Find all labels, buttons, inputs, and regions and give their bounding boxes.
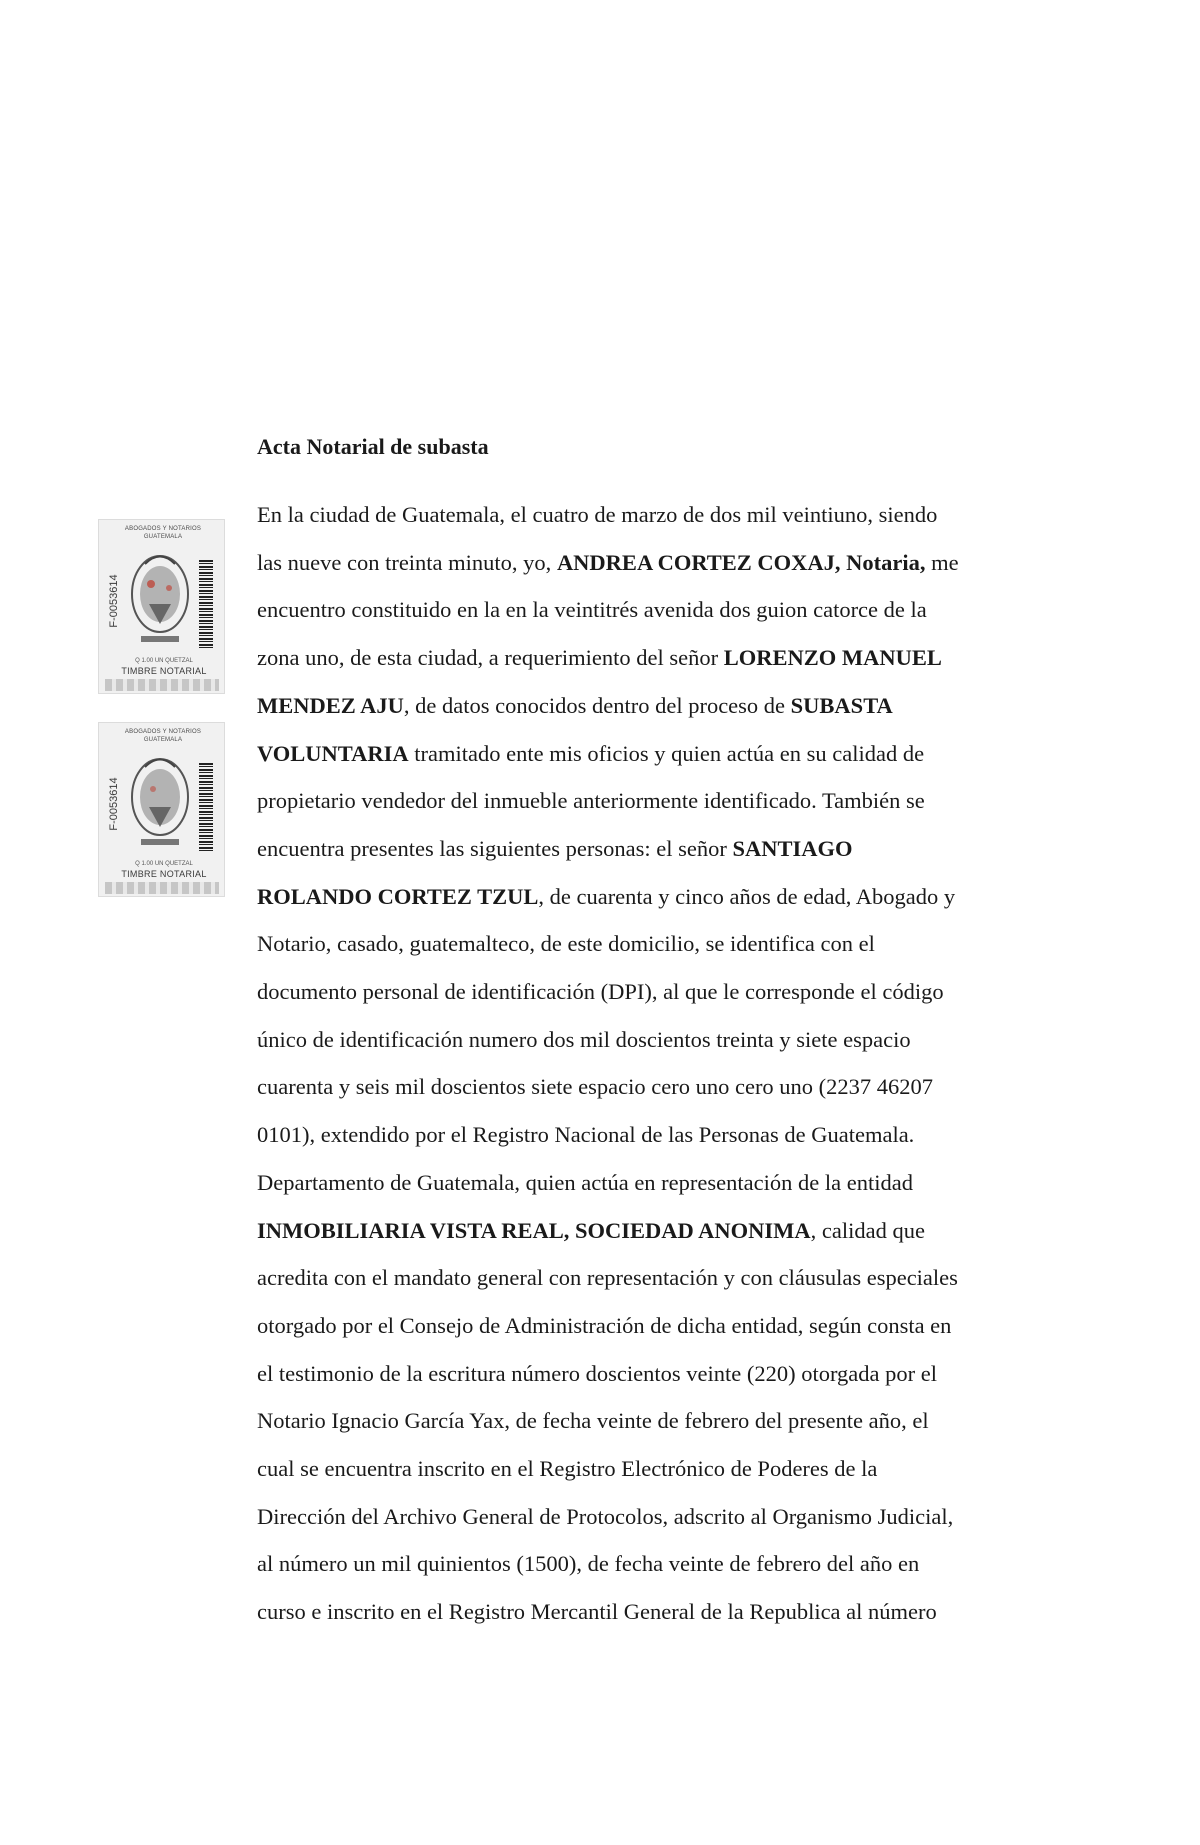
text-line	[257, 682, 1137, 730]
text-run: 0101), extendido por el Registro Nacional de las Personas de Guatemala.	[257, 1122, 915, 1148]
bold-text-run: ROLANDO CORTEZ TZUL	[257, 883, 539, 909]
stamp-label: TIMBRE NOTARIAL	[121, 666, 207, 676]
text-run: acredita con el mandato general con representación y con cláusulas especiales	[257, 1265, 958, 1291]
text-run: cuarenta y seis mil doscientos siete espacio cero uno cero uno (2237 46207	[257, 1074, 934, 1100]
stamp-header	[113, 525, 213, 541]
text-line	[257, 1111, 1137, 1159]
text-line	[257, 1493, 1137, 1541]
bold-text-run: SUBASTA	[790, 692, 893, 718]
text-line	[257, 1445, 1137, 1493]
bold-text-run: ANDREA CORTEZ COXAJ, Notaria,	[556, 549, 926, 575]
text-run: curso e inscrito en el Registro Mercantil General de la Republica al número	[257, 1599, 937, 1625]
stamp-price: Q 1.00 UN QUETZAL	[135, 658, 193, 664]
text-run: propietario vendedor del inmueble anteriormente identificado. También se	[257, 788, 925, 814]
text-run: Dirección del Archivo General de Protocolos, adscrito al Organismo Judicial,	[257, 1503, 954, 1529]
barcode	[199, 560, 213, 650]
text-run: el testimonio de la escritura número doscientos veinte (220) otorgada por el	[257, 1360, 938, 1386]
text-line	[257, 777, 1137, 825]
bold-text-run: VOLUNTARIA	[257, 740, 409, 766]
bold-text-run: LORENZO MANUEL	[723, 645, 942, 671]
stamp-header-line: ABOGADOS Y NOTARIOS	[124, 526, 202, 532]
text-run: al número un mil quinientos (1500), de fecha veinte de febrero del año en	[257, 1551, 920, 1577]
text-line	[257, 873, 1137, 921]
text-run: me	[925, 549, 959, 575]
text-line	[257, 1254, 1137, 1302]
text-run: cual se encuentra inscrito en el Registro Electrónico de Poderes de la	[257, 1456, 878, 1482]
text-run: tramitado ente mis oficios y quien actúa en su calidad de	[408, 740, 925, 766]
text-run: Notario, casado, guatemalteco, de este domicilio, se identifica con el	[257, 931, 875, 957]
text-line	[257, 920, 1137, 968]
text-line	[257, 539, 1137, 587]
notarial-stamp	[98, 519, 225, 694]
stamp-serial: F-0053614	[108, 777, 120, 831]
text-line	[257, 491, 1137, 539]
bold-text-run: INMOBILIARIA VISTA REAL, SOCIEDAD ANONIMA	[257, 1217, 811, 1243]
document-title: Acta Notarial de subasta	[257, 434, 489, 459]
text-line	[257, 968, 1137, 1016]
stamp-security-band	[105, 679, 219, 691]
text-run: las nueve con treinta minuto, yo,	[257, 549, 557, 575]
text-run: En la ciudad de Guatemala, el cuatro de marzo de dos mil veintiuno, siendo	[257, 502, 938, 527]
text-run: único de identificación numero dos mil doscientos treinta y siete espacio	[257, 1026, 911, 1052]
text-line	[257, 1588, 1137, 1636]
text-run: encuentra presentes las siguientes personas: el señor	[257, 835, 733, 861]
text-run: Notario Ignacio García Yax, de fecha veinte de febrero del presente año, el	[257, 1408, 929, 1434]
text-run: zona uno, de esta ciudad, a requerimiento del señor	[257, 645, 724, 671]
stamp-price: Q 1.00 UN QUETZAL	[135, 861, 193, 867]
stamp-header-line: ABOGADOS Y NOTARIOS	[124, 729, 202, 735]
text-line	[257, 1397, 1137, 1445]
text-line	[257, 586, 1137, 634]
text-run: encuentro constituido en la en la veintitrés avenida dos guion catorce de la	[257, 597, 927, 623]
text-line	[257, 1350, 1137, 1398]
stamp-header-line: GUATEMALA	[143, 534, 183, 540]
document-body	[257, 491, 1137, 1636]
stamp-header	[113, 728, 213, 744]
barcode	[199, 763, 213, 853]
text-run: , de cuarenta y cinco años de edad, Abogado y	[538, 883, 956, 909]
text-line	[257, 1016, 1137, 1064]
bold-text-run: SANTIAGO	[732, 835, 853, 861]
text-line	[257, 1207, 1137, 1255]
text-line	[257, 1302, 1137, 1350]
text-run: documento personal de identificación (DPI), al que le corresponde el código	[257, 979, 944, 1005]
text-line	[257, 825, 1137, 873]
text-line	[257, 634, 1137, 682]
text-line	[257, 1540, 1137, 1588]
stamp-security-band	[105, 882, 219, 894]
bold-text-run: MENDEZ AJU	[257, 692, 404, 718]
text-line	[257, 1159, 1137, 1207]
stamp-label: TIMBRE NOTARIAL	[121, 869, 207, 879]
text-line	[257, 730, 1137, 778]
stamp-serial: F-0053614	[108, 574, 120, 628]
text-line	[257, 1063, 1137, 1111]
notarial-stamp	[98, 722, 225, 897]
text-run: , calidad que	[810, 1217, 925, 1243]
text-run: otorgado por el Consejo de Administración de dicha entidad, según consta en	[257, 1312, 952, 1338]
text-run: Departamento de Guatemala, quien actúa en representación de la entidad	[257, 1169, 913, 1195]
text-run: , de datos conocidos dentro del proceso de	[403, 692, 791, 718]
coat-of-arms-icon	[127, 747, 193, 857]
stamp-header-line: GUATEMALA	[143, 737, 183, 743]
coat-of-arms-icon	[127, 544, 193, 654]
